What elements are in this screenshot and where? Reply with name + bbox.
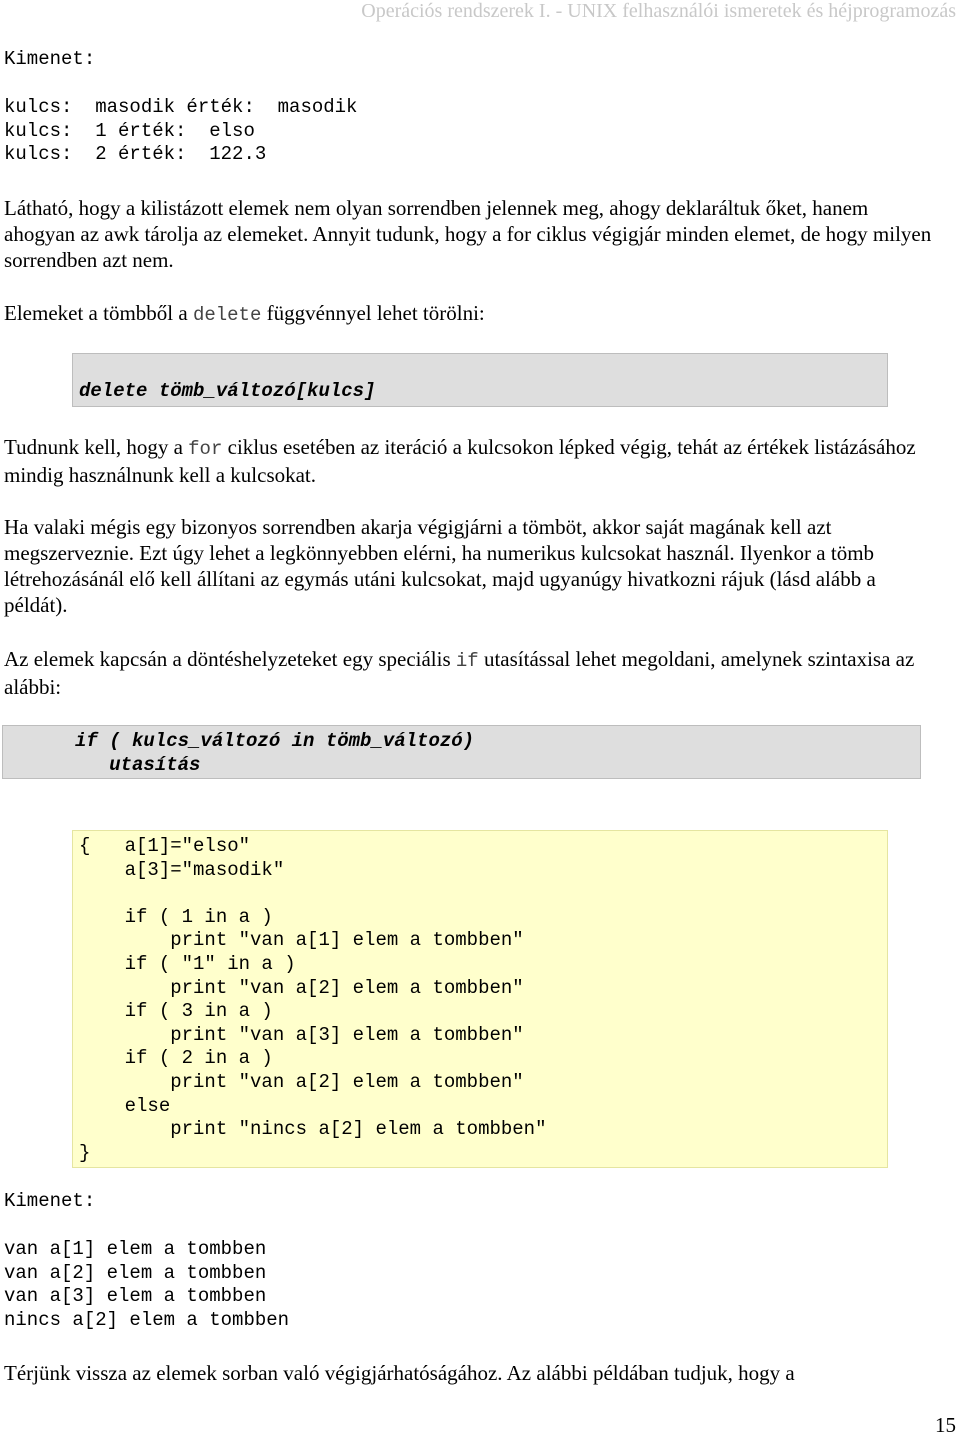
syntax-box (2, 725, 921, 779)
output-line: van a[3] elem a tombben (4, 1285, 267, 1308)
code-line: if ( "1" in a ) (79, 952, 296, 975)
code-example (79, 835, 546, 1165)
code-line: print "nincs a[2] elem a tombben" (79, 1118, 547, 1141)
paragraph: Térjünk vissza az elemek sorban való végigjárhatóságához. Az alábbi példában tudjuk, hogy a (4, 1361, 795, 1385)
syntax-line: utasítás (75, 753, 201, 776)
code-line: if ( 1 in a ) (79, 905, 273, 928)
output-line: nincs a[2] elem a tombben (4, 1308, 290, 1331)
code-line: print "van a[1] elem a tombben" (79, 929, 524, 952)
syntax-line: delete tömb_változó[kulcs] (79, 380, 376, 402)
code-line: { a[1]="elso" (79, 835, 251, 857)
inline-code: if (455, 650, 479, 672)
syntax-line: if ( kulcs_változó in tömb_változó) (75, 730, 475, 752)
output-line: van a[2] elem a tombben (4, 1261, 267, 1284)
output-line: kulcs: 1 érték: elso (4, 119, 255, 142)
code-line: } (79, 1141, 91, 1164)
code-example-box (72, 830, 888, 1168)
paragraph: Az elemek kapcsán a döntéshelyzeteket egy speciális if utasítással lehet megoldani, amelynek szintaxisa az alábbi: (4, 647, 915, 699)
code-line: print "van a[3] elem a tombben" (79, 1023, 524, 1046)
paragraph: Tudnunk kell, hogy a for ciklus esetében az iteráció a kulcsokon lépked végig, tehát az értékek listázásához mindig használnunk kell a kulcsokat. (4, 435, 916, 487)
paragraph: Ha valaki mégis egy bizonyos sorrendben akarja végigjárni a tömböt, akkor saját magának kell azt megszerveznie. Ezt úgy lehet a legkönnyebben elérni, ha numerikus kulcsokat használ. Ilyenkor a tömb létrehozásánál elő kell állítani az egymás utáni kulcsokat, majd ugyanúgy hivatkozni rájuk (lásd alább a példát). (4, 515, 876, 617)
code-line: a[3]="masodik" (79, 858, 285, 881)
code-line: print "van a[2] elem a tombben" (79, 976, 524, 999)
syntax-box (72, 353, 888, 407)
inline-code: delete (192, 304, 262, 326)
output-label: Kimenet: (4, 48, 96, 70)
output-line: van a[1] elem a tombben (4, 1238, 267, 1260)
code-line: else (79, 1094, 171, 1117)
code-line: print "van a[2] elem a tombben" (79, 1070, 524, 1093)
output-block (4, 96, 357, 167)
running-header: Operációs rendszerek I. - UNIX felhasználói ismeretek és héjprogramozás (361, 0, 956, 22)
paragraph: Látható, hogy a kilistázott elemek nem olyan sorrendben jelennek meg, ahogy deklaráltuk őket, hanem ahogyan az awk tárolja az elemeket. Annyit tudunk, hogy a for ciklus végigjár minden elemet, de hogy milyen sorrendben azt nem. (4, 196, 932, 272)
page-number: 15 (935, 1413, 956, 1437)
code-line (79, 882, 546, 906)
output-line: kulcs: masodik érték: masodik (4, 96, 358, 118)
code-line: if ( 2 in a ) (79, 1047, 273, 1070)
output-block (4, 1238, 289, 1332)
output-label: Kimenet: (4, 1190, 96, 1212)
output-line: kulcs: 2 érték: 122.3 (4, 143, 267, 166)
paragraph: Elemeket a tömbből a delete függvénnyel lehet törölni: (4, 301, 485, 326)
inline-code: for (188, 438, 223, 460)
code-line: if ( 3 in a ) (79, 1000, 273, 1023)
